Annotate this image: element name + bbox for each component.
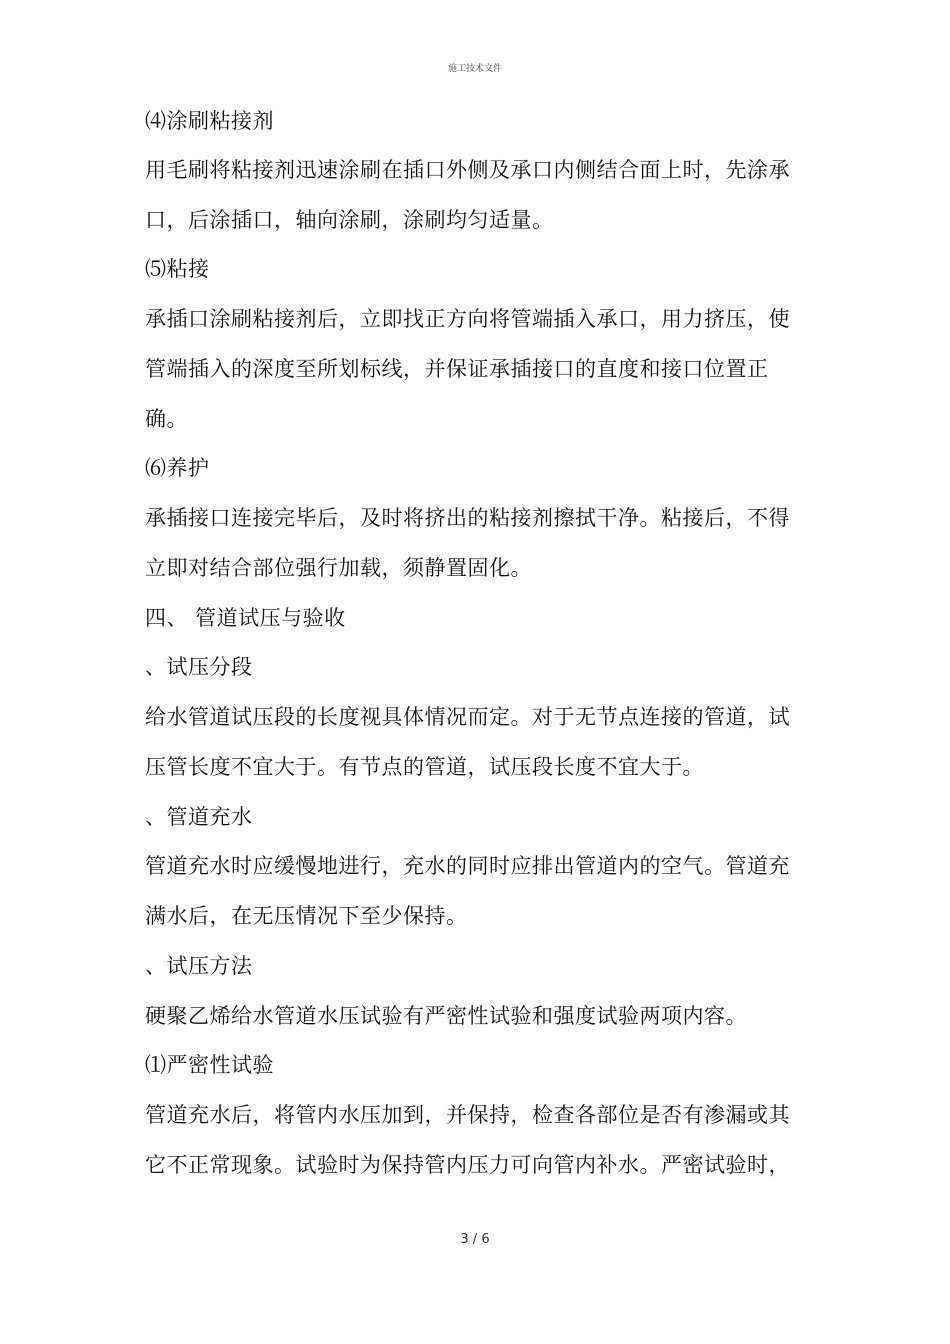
paragraph-line: 满水后，在无压情况下至少保持。: [145, 904, 468, 928]
page-number: 3 / 6: [460, 1232, 490, 1247]
paragraph-line: 确。: [145, 407, 188, 431]
subheading-tightness-test: ⑴严密性试验: [145, 1053, 274, 1077]
subheading-water-filling: 、管道充水: [145, 805, 253, 829]
paragraph-line: 压管长度不宜大于。有节点的管道，试压段长度不宜大于。: [145, 755, 704, 779]
paragraph-line: 立即对结合部位强行加载，须静置固化。: [145, 556, 532, 580]
paragraph-line: 管道充水后，将管内水压加到，并保持，检查各部位是否有渗漏或其: [145, 1103, 790, 1127]
subheading-test-segments: 、试压分段: [145, 655, 253, 679]
paragraph-line: 承插接口连接完毕后，及时将挤出的粘接剂擦拭干净。粘接后，不得: [145, 506, 790, 530]
paragraph-line: 承插口涂刷粘接剂后，立即找正方向将管端插入承口，用力挤压，使: [145, 307, 790, 331]
subheading-curing: ⑹养护: [145, 456, 210, 480]
paragraph-line: 管道充水时应缓慢地进行，充水的同时应排出管道内的空气。管道充: [145, 854, 790, 878]
paragraph-line: 用毛刷将粘接剂迅速涂刷在插口外侧及承口内侧结合面上时，先涂承: [145, 158, 790, 182]
subheading-bonding: ⑸粘接: [145, 257, 210, 281]
paragraph-line: 管端插入的深度至所划标线，并保证承插接口的直度和接口位置正: [145, 357, 769, 381]
section-heading: 四、 管道试压与验收: [145, 606, 346, 630]
subheading-test-method: 、试压方法: [145, 954, 253, 978]
paragraph-line: 给水管道试压段的长度视具体情况而定。对于无节点连接的管道，试: [145, 705, 790, 729]
page-header: 施工技术文件: [447, 64, 502, 74]
paragraph-line: 它不正常现象。试验时为保持管内压力可向管内补水。严密试验时，: [145, 1153, 790, 1177]
paragraph-line: 口，后涂插口，轴向涂刷，涂刷均匀适量。: [145, 208, 554, 232]
subheading-apply-adhesive: ⑷涂刷粘接剂: [145, 109, 274, 133]
paragraph-line: 硬聚乙烯给水管道水压试验有严密性试验和强度试验两项内容。: [145, 1004, 747, 1028]
